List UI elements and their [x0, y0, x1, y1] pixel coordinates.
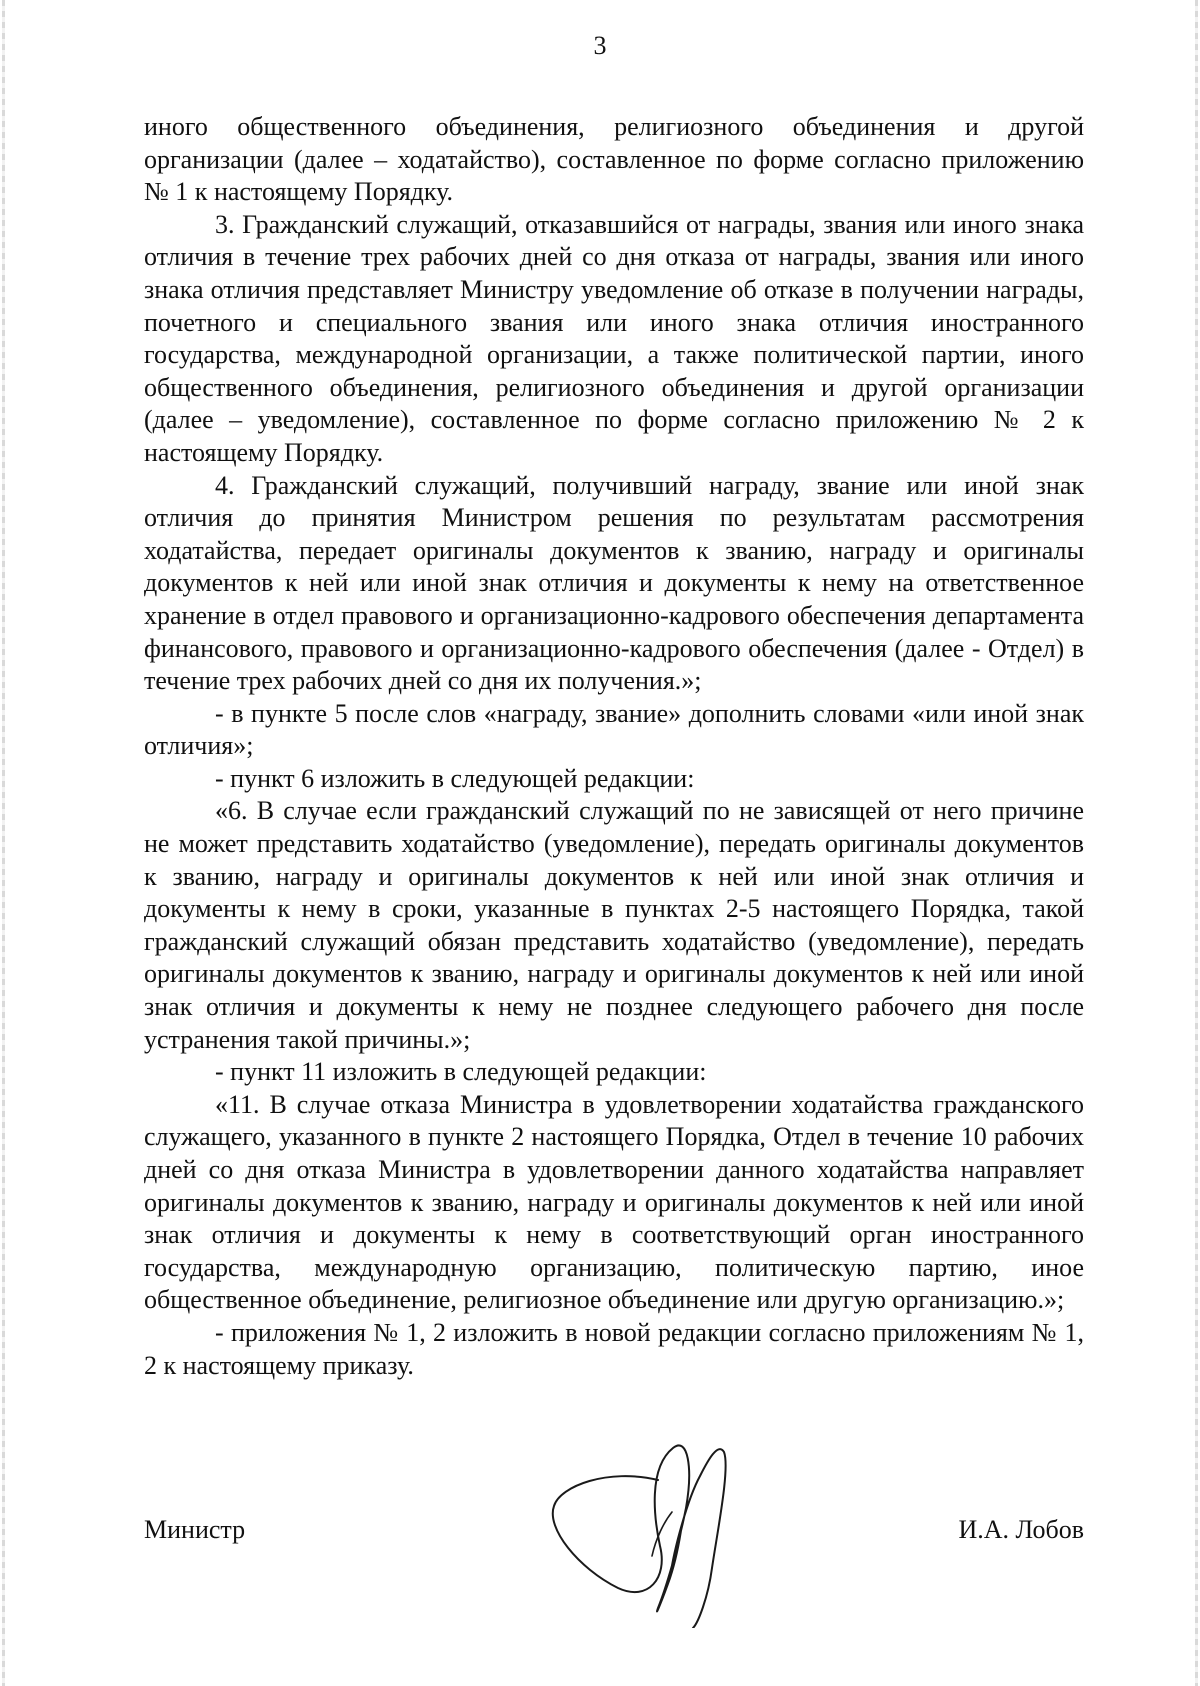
paragraph-continuation: иного общественного объединения, религиозного объединения и другой организации (далее – ходатайство), составленное по форме согласно приложению № 1 к настоящему Порядку.: [144, 112, 1084, 207]
scan-edge-left: [2, 0, 5, 1686]
signatory-position: Министр: [144, 1515, 246, 1544]
paragraph-amendment-5: - в пункте 5 после слов «награду, звание» дополнить словами «или иной знак отличия»;: [144, 698, 1084, 761]
paragraph-amendment-11-intro: - пункт 11 изложить в следующей редакции:: [215, 1057, 707, 1087]
paragraph-amendment-6-intro: - пункт 6 изложить в следующей редакции:: [215, 763, 695, 793]
paragraph-amendment-appendices: - приложения № 1, 2 изложить в новой редакции согласно приложениям № 1, 2 к настоящему приказу.: [144, 1317, 1084, 1380]
document-body: [144, 111, 1084, 1382]
scan-edge-right: [1195, 0, 1198, 1686]
signatory-name: И.А. Лобов: [958, 1515, 1084, 1544]
paragraph-item-4: 4. Гражданский служащий, получивший награду, звание или иной знак отличия до принятия Министром решения по результатам рассмотрения ходатайства, передает оригиналы документов к званию, награду и оригиналы документов к ней или иной знак отличия и документы к нему на ответственное хранение в отдел правового и организационно-кадрового обеспечения департамента финансового, правового и организационно-кадрового обеспечения (далее - Отдел) в течение трех рабочих дней со дня их получения.»;: [144, 470, 1084, 696]
page-number: 3: [593, 31, 607, 60]
paragraph-item-6: «6. В случае если гражданский служащий по не зависящей от него причине не может представить ходатайство (уведомление), передать оригиналы документов к званию, награду и оригиналы документов к ней или иной знак отличия и документы к нему в сроки, указанные в пунктах 2-5 настоящего Порядка, такой гражданский служащий обязан представить ходатайство (уведомление), передать оригиналы документов к званию, награду и оригиналы документов к ней или иной знак отличия и документы к нему не позднее следующего рабочего дня после устранения такой причины.»;: [144, 796, 1084, 1054]
handwritten-signature: [548, 1428, 778, 1628]
paragraph-item-3: 3. Гражданский служащий, отказавшийся от награды, звания или иного знака отличия в течение трех рабочих дней со дня отказа от награды, звания или иного знака отличия представляет Министру уведомление об отказе в получении награды, почетного и специального звания или иного знака отличия иностранного государства, международной организации, а также политической партии, иного общественного объединения, религиозного объединения и другой организации (далее – уведомление), составленное по форме согласно приложению № 2 к настоящему Порядку.: [144, 209, 1084, 467]
paragraph-item-11: «11. В случае отказа Министра в удовлетворении ходатайства гражданского служащего, указанного в пункте 2 настоящего Порядка, Отдел в течение 10 рабочих дней со дня отказа Министра в удовлетворении данного ходатайства направляет оригиналы документов к званию, награду и оригиналы документов к ней или иной знак отличия и документы к нему в соответствующий орган иностранного государства, международную организацию, политическую партию, иное общественное объединение, религиозное объединение или другую организацию.»;: [144, 1089, 1084, 1315]
